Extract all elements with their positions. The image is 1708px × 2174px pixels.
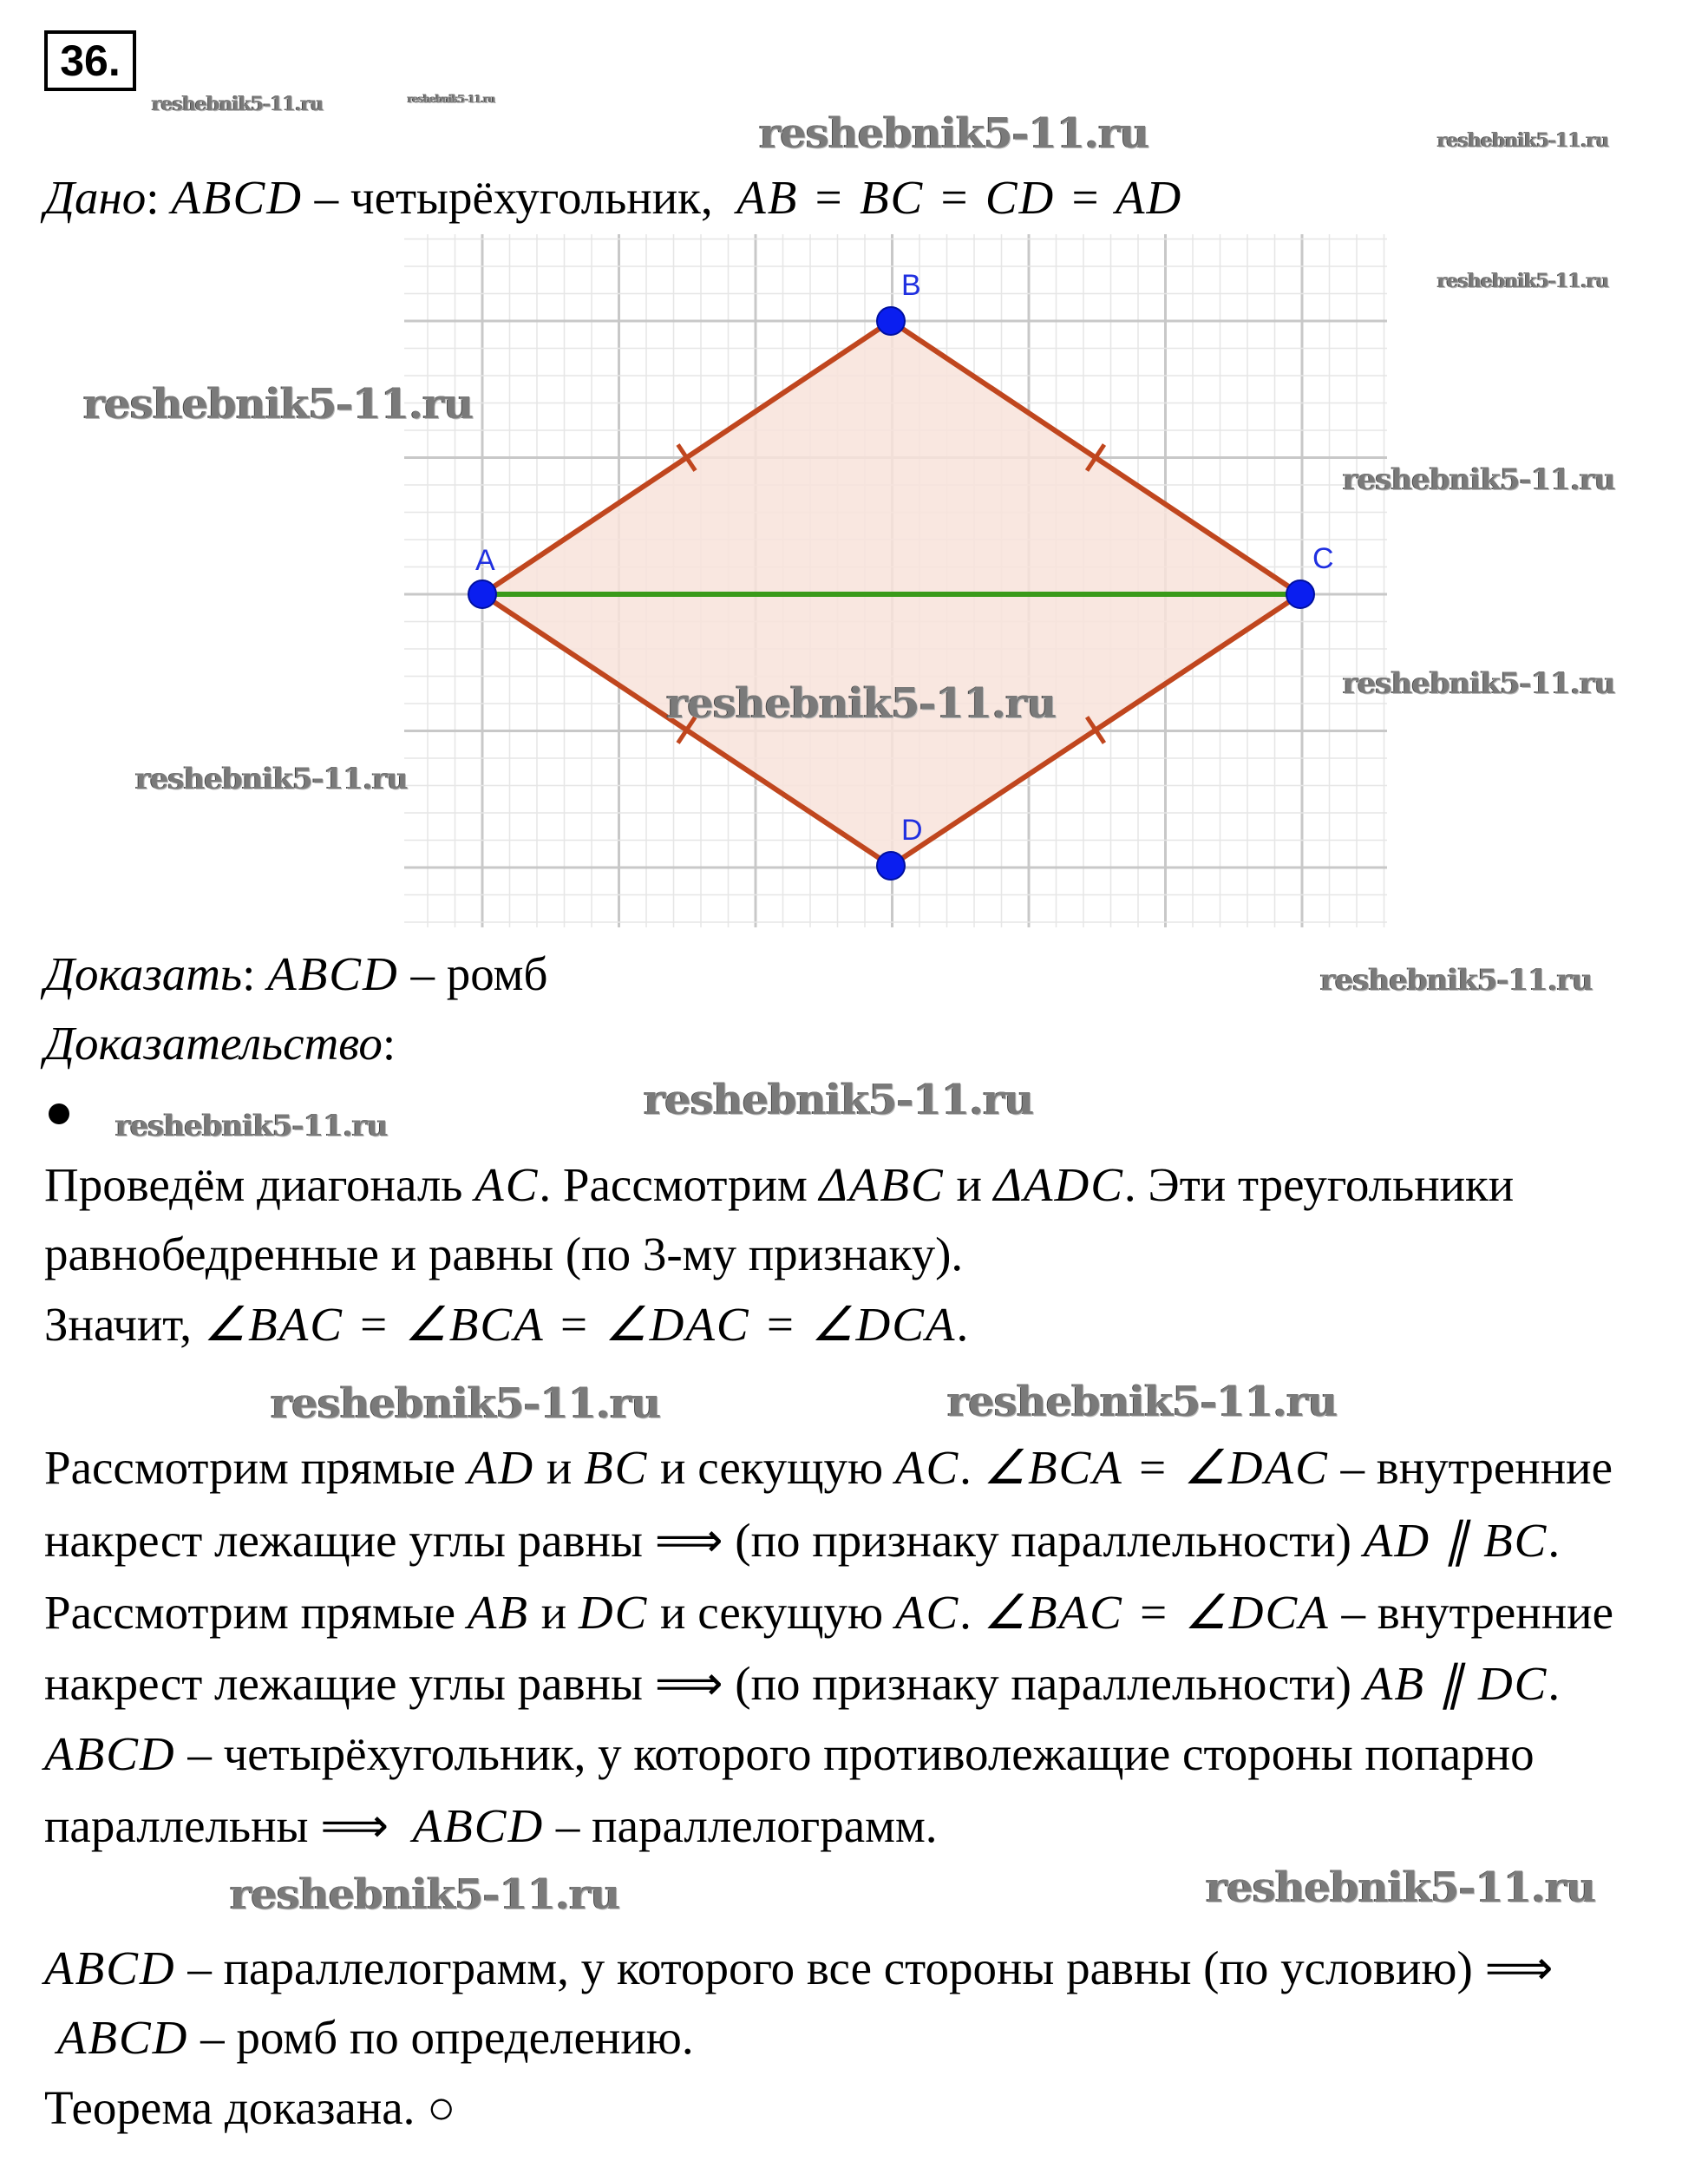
text-segment: – внутренние	[1328, 1441, 1613, 1494]
text-segment: .	[1548, 1657, 1561, 1710]
text-segment: Рассмотрим прямые	[44, 1441, 468, 1494]
text-segment: – ромб	[398, 947, 548, 1000]
math-expression: ∠BAC = ∠BCA = ∠DAC = ∠DCA	[203, 1298, 957, 1351]
watermark: reshebnik5-11.ru	[666, 679, 1057, 728]
watermark: reshebnik5-11.ru	[271, 1379, 661, 1428]
watermark: reshebnik5-11.ru	[1343, 462, 1615, 497]
math-expression: BC	[584, 1441, 649, 1494]
text-segment: накрест лежащие углы равны ⟹ (по признаку параллельности)	[44, 1657, 1364, 1710]
math-expression: ABCD	[267, 947, 399, 1000]
section-label: Доказательство	[44, 1017, 383, 1070]
watermark: reshebnik5-11.ru	[1343, 666, 1615, 701]
watermark: reshebnik5-11.ru	[644, 1076, 1034, 1124]
point-label-A: A	[475, 544, 495, 577]
proof-line	[44, 2081, 456, 2134]
point-label-D: D	[901, 814, 923, 847]
proof-line	[44, 1441, 1613, 1494]
math-expression: ABCD	[44, 2011, 189, 2064]
text-segment: – четырёхугольник,	[302, 171, 737, 224]
text-segment: :	[382, 1017, 396, 1070]
watermark: reshebnik5-11.ru	[230, 1870, 620, 1919]
text-segment: .	[959, 1441, 984, 1494]
math-expression: AB ∥ DC	[1363, 1657, 1548, 1710]
watermark: reshebnik5-11.ru	[152, 93, 324, 115]
point-label-B: B	[901, 269, 921, 302]
text-segment: – параллелограмм.	[544, 1799, 938, 1852]
proof-line	[44, 1799, 938, 1852]
proof-line	[44, 1727, 1535, 1780]
text-segment: Значит,	[44, 1298, 204, 1351]
math-expression: AB = BC = CD = AD	[736, 171, 1183, 224]
math-expression: ABCD	[412, 1799, 545, 1852]
proof-line	[44, 1514, 1561, 1567]
math-expression: ∠BCA = ∠DAC	[983, 1441, 1329, 1494]
text-segment: – параллелограмм, у которого все стороны равны (по условию) ⟹	[175, 1942, 1554, 1994]
text-segment: Теорема доказана. ○	[44, 2081, 456, 2134]
text-segment: .	[959, 1586, 984, 1639]
math-expression: AD ∥ BC	[1363, 1514, 1548, 1567]
text-segment: – ромб по определению.	[188, 2011, 694, 2064]
text-segment: равнобедренные и равны (по 3-му признаку).	[44, 1228, 964, 1280]
point-label-C: C	[1312, 542, 1334, 575]
section-label: Дано	[44, 171, 147, 224]
text-segment: .	[1548, 1514, 1561, 1567]
text-segment: и секущую	[648, 1441, 895, 1494]
text-segment: :	[242, 947, 268, 1000]
proof-label	[44, 1017, 396, 1070]
text-segment: и секущую	[648, 1586, 895, 1639]
watermark: reshebnik5-11.ru	[759, 109, 1149, 158]
math-expression: AC	[894, 1586, 960, 1639]
math-expression: ∠BAC = ∠DCA	[983, 1586, 1330, 1639]
watermark: reshebnik5-11.ru	[408, 93, 495, 105]
math-expression: ABCD	[44, 1727, 176, 1780]
watermark: reshebnik5-11.ru	[1437, 270, 1609, 292]
math-expression: ΔABC	[819, 1158, 945, 1211]
proof-line	[44, 1657, 1561, 1710]
text-segment: Рассмотрим прямые	[44, 1586, 468, 1639]
watermark: reshebnik5-11.ru	[1437, 129, 1609, 152]
prove-line	[44, 947, 548, 1000]
math-expression: ABCD	[171, 171, 303, 224]
watermark: reshebnik5-11.ru	[1320, 963, 1593, 998]
math-expression: AB	[467, 1586, 529, 1639]
proof-line	[44, 1298, 969, 1351]
watermark: reshebnik5-11.ru	[135, 762, 408, 796]
text-segment: :	[146, 171, 172, 224]
text-segment: и	[534, 1441, 585, 1494]
bullet	[49, 1103, 69, 1124]
text-segment: – внутренние	[1329, 1586, 1613, 1639]
text-segment: Проведём диагональ	[44, 1158, 475, 1211]
text-segment: .	[956, 1298, 969, 1351]
watermark: reshebnik5-11.ru	[1206, 1863, 1596, 1912]
point-D	[877, 852, 905, 880]
text-segment: и	[944, 1158, 994, 1211]
math-expression: AC	[474, 1158, 540, 1211]
text-segment: – четырёхугольник, у которого противолежащие стороны попарно	[175, 1727, 1535, 1780]
proof-line	[44, 2011, 694, 2064]
math-expression: ΔADC	[993, 1158, 1124, 1211]
text-segment: параллельны ⟹	[44, 1799, 413, 1852]
proof-line	[44, 1230, 963, 1278]
text-segment: . Эти треугольники	[1123, 1158, 1515, 1211]
math-expression: AC	[894, 1441, 960, 1494]
proof-line	[44, 1586, 1613, 1639]
proof-line	[44, 1158, 1515, 1211]
text-segment: . Рассмотрим	[539, 1158, 820, 1211]
point-B	[877, 307, 905, 335]
watermark: reshebnik5-11.ru	[115, 1109, 388, 1143]
math-expression: DC	[578, 1586, 649, 1639]
watermark: reshebnik5-11.ru	[83, 380, 474, 429]
point-C	[1286, 580, 1314, 608]
point-A	[468, 580, 496, 608]
text-segment: накрест лежащие углы равны ⟹ (по признаку параллельности)	[44, 1514, 1364, 1567]
math-expression: ABCD	[44, 1942, 176, 1994]
math-expression: AD	[467, 1441, 535, 1494]
text-segment: и	[528, 1586, 579, 1639]
section-label: Доказать	[44, 947, 243, 1000]
watermark: reshebnik5-11.ru	[947, 1378, 1338, 1426]
problem-number: 36.	[44, 30, 136, 91]
proof-line	[44, 1944, 1553, 1992]
